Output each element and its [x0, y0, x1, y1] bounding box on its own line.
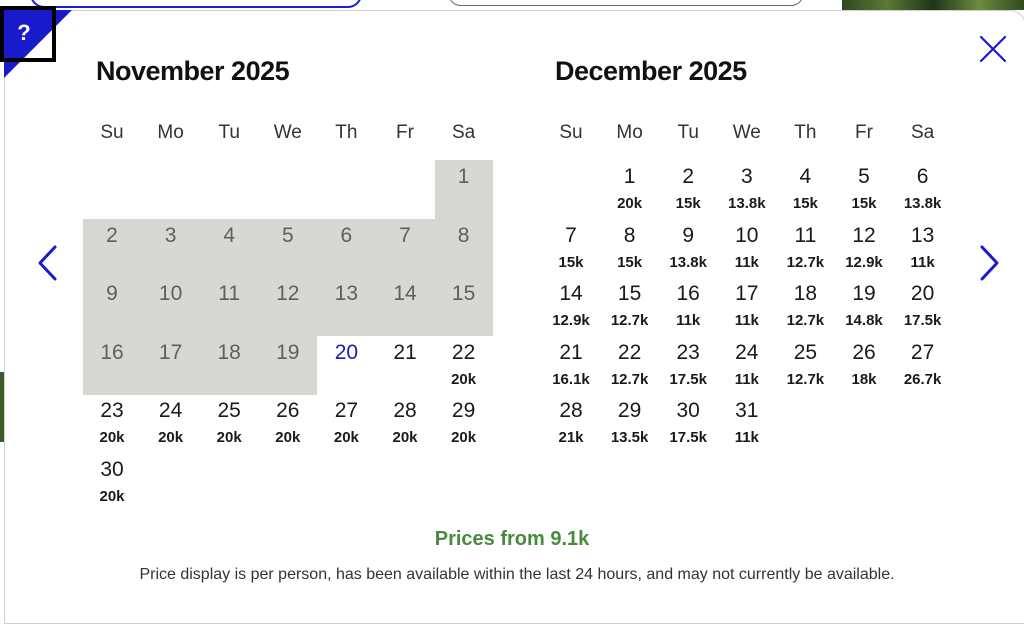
day-number: 2 [682, 165, 695, 188]
calendar-day[interactable] [83, 453, 141, 511]
calendar-day[interactable] [835, 277, 893, 335]
weekday-header: Tu [677, 122, 699, 143]
day-price: 20k [99, 488, 125, 505]
weekday-header: Sa [910, 122, 935, 143]
calendar-day [259, 336, 317, 394]
day-number: 2 [106, 223, 118, 247]
day-price: 11k [910, 253, 935, 271]
day-number: 14 [559, 282, 583, 306]
calendar-day [200, 336, 258, 394]
day-price: 13.5k [610, 429, 649, 447]
weekday-header: Fr [855, 122, 873, 143]
day-number: 14 [393, 282, 417, 306]
day-price: 12.7k [786, 312, 825, 330]
calendar-day [376, 219, 434, 277]
day-number: 20 [334, 340, 359, 364]
calendar-day[interactable] [317, 336, 375, 394]
day-price: 15k [675, 195, 701, 212]
calendar-day [200, 277, 258, 335]
day-number: 21 [559, 340, 583, 364]
calendar-day[interactable] [435, 336, 493, 394]
day-number: 27 [334, 399, 359, 423]
calendar-day[interactable] [259, 394, 317, 452]
calendar-day[interactable] [542, 219, 600, 277]
next-month-button[interactable] [974, 243, 1002, 283]
day-number: 8 [457, 223, 470, 247]
weekday-header: Mo [616, 122, 643, 143]
day-number: 27 [910, 340, 935, 364]
calendar-day[interactable] [659, 336, 717, 394]
day-number: 1 [457, 165, 470, 188]
day-price: 20k [617, 195, 643, 212]
day-number: 28 [559, 399, 583, 423]
day-number: 13 [334, 282, 359, 306]
day-number: 13 [910, 223, 935, 247]
day-number: 24 [158, 399, 183, 423]
weekday-header: We [732, 122, 761, 143]
day-price: 11k [734, 253, 759, 271]
calendar-day[interactable] [835, 336, 893, 394]
day-number: 29 [617, 399, 642, 423]
day-price: 20k [392, 429, 418, 447]
calendar-day[interactable] [200, 394, 258, 452]
calendar-day[interactable] [542, 394, 600, 452]
calendar-day[interactable] [776, 160, 834, 218]
close-icon [976, 32, 1010, 66]
chevron-left-icon [35, 243, 63, 283]
day-price: 12.7k [786, 253, 825, 271]
day-number: 16 [676, 282, 700, 306]
calendar-day[interactable] [718, 160, 776, 218]
day-number: 28 [393, 399, 417, 423]
day-number: 9 [682, 223, 695, 247]
day-price: 15k [792, 195, 818, 212]
calendar-day [142, 219, 200, 277]
month-title: December 2025 [555, 56, 747, 86]
calendar-day[interactable] [601, 219, 659, 277]
day-number: 25 [793, 340, 818, 364]
day-price: 21k [558, 429, 584, 447]
day-number: 5 [858, 165, 870, 188]
calendar-day [200, 219, 258, 277]
day-price: 12.9k [552, 312, 590, 330]
day-number: 26 [276, 399, 300, 423]
day-number: 26 [852, 340, 876, 364]
day-number: 3 [740, 165, 753, 188]
day-number: 12 [276, 282, 300, 306]
calendar-day[interactable] [718, 394, 776, 452]
calendar-day[interactable] [659, 394, 717, 452]
calendar-day[interactable] [894, 277, 952, 335]
calendar-day[interactable] [894, 336, 952, 394]
calendar-day [435, 277, 493, 335]
weekday-header: Tu [218, 122, 240, 143]
day-number: 4 [799, 165, 812, 188]
calendar-day[interactable] [894, 160, 952, 218]
calendar-day[interactable] [317, 394, 375, 452]
calendar-day[interactable] [718, 219, 776, 277]
calendar-day[interactable] [376, 394, 434, 452]
calendar-day[interactable] [542, 277, 600, 335]
day-price: 13.8k [728, 195, 766, 212]
search-field-background [30, 0, 362, 8]
day-number: 21 [393, 340, 417, 364]
day-number: 3 [164, 223, 177, 247]
help-button[interactable]: ? [0, 6, 56, 62]
day-number: 31 [735, 399, 759, 423]
day-number: 17 [158, 340, 183, 364]
calendar-day[interactable] [659, 219, 717, 277]
close-button[interactable] [976, 32, 1010, 66]
calendar-day[interactable] [542, 336, 600, 394]
day-number: 29 [451, 399, 476, 423]
calendar-day[interactable] [83, 394, 141, 452]
day-price: 12.7k [610, 312, 649, 330]
weekday-header: Mo [157, 122, 184, 143]
day-number: 22 [617, 340, 642, 364]
calendar-day[interactable] [776, 219, 834, 277]
day-price: 17.5k [669, 429, 707, 447]
calendar-day[interactable] [659, 160, 717, 218]
day-number: 12 [852, 223, 876, 247]
day-price: 12.7k [786, 370, 825, 388]
day-price: 15k [617, 253, 643, 271]
calendar-day [259, 219, 317, 277]
calendar-day[interactable] [376, 336, 434, 394]
day-price: 20k [451, 429, 477, 447]
day-number: 30 [676, 399, 700, 423]
day-price: 16.1k [552, 370, 590, 388]
day-number: 11 [218, 282, 241, 306]
day-number: 9 [106, 282, 118, 306]
day-price: 20k [216, 429, 242, 447]
day-number: 18 [793, 282, 818, 306]
day-number: 10 [158, 282, 183, 306]
day-number: 30 [100, 458, 124, 481]
day-price: 20k [451, 370, 477, 388]
calendar-day [259, 277, 317, 335]
calendar-day[interactable] [601, 336, 659, 394]
month-title: November 2025 [96, 56, 290, 86]
day-price: 20k [158, 429, 184, 447]
calendar-day[interactable] [142, 394, 200, 452]
calendar-day[interactable] [894, 219, 952, 277]
calendar-day[interactable] [776, 336, 834, 394]
calendar-day [435, 219, 493, 277]
day-price: 17.5k [903, 312, 942, 330]
day-number: 24 [735, 340, 759, 364]
day-number: 6 [340, 223, 353, 247]
weekday-header: Su [559, 122, 583, 143]
weekday-header: Th [335, 122, 358, 143]
day-price: 11k [734, 429, 759, 447]
background-photo [842, 0, 1024, 10]
calendar-day[interactable] [835, 160, 893, 218]
calendar-day [317, 277, 375, 335]
day-number: 19 [852, 282, 876, 306]
day-number: 15 [617, 282, 642, 306]
calendar-day[interactable] [601, 160, 659, 218]
day-number: 25 [217, 399, 241, 423]
day-number: 5 [281, 223, 294, 247]
date-field-background [448, 0, 804, 6]
day-price: 15k [851, 195, 877, 212]
chevron-right-icon [974, 243, 1002, 283]
previous-month-button[interactable] [35, 243, 63, 283]
day-number: 4 [223, 223, 236, 247]
day-price: 12.9k [845, 253, 883, 271]
day-price: 11k [734, 312, 759, 330]
calendar-day [83, 277, 141, 335]
calendar-day [142, 336, 200, 394]
day-price: 11k [676, 312, 701, 330]
day-price: 26.7k [903, 370, 942, 388]
day-number: 6 [916, 165, 929, 188]
calendar-day[interactable] [601, 277, 659, 335]
day-price: 11k [734, 370, 759, 388]
day-number: 11 [794, 223, 817, 247]
day-number: 10 [735, 223, 759, 247]
day-number: 17 [735, 282, 759, 306]
day-number: 20 [910, 282, 935, 306]
calendar-day [83, 219, 141, 277]
calendar-day [376, 277, 434, 335]
day-number: 7 [565, 223, 577, 247]
day-price: 20k [99, 429, 125, 447]
day-number: 23 [100, 399, 124, 423]
weekday-header: We [273, 122, 302, 143]
calendar-day[interactable] [601, 394, 659, 452]
weekday-header: Sa [451, 122, 476, 143]
calendar-day[interactable] [435, 394, 493, 452]
day-number: 23 [676, 340, 700, 364]
calendar-day [142, 277, 200, 335]
day-number: 18 [217, 340, 241, 364]
calendar-day[interactable] [718, 336, 776, 394]
weekday-header: Su [100, 122, 124, 143]
day-price: 13.8k [669, 253, 707, 271]
prices-from-label: Prices from 9.1k [434, 528, 590, 550]
day-number: 7 [399, 223, 411, 247]
calendar-day[interactable] [659, 277, 717, 335]
price-disclaimer: Price display is per person, has been available within the last 24 hours, and may not currently be available. [139, 566, 895, 583]
day-number: 22 [451, 340, 476, 364]
day-number: 8 [623, 223, 636, 247]
day-number: 16 [100, 340, 124, 364]
day-price: 17.5k [669, 370, 707, 388]
day-number: 1 [623, 165, 636, 188]
calendar-day [317, 219, 375, 277]
day-price: 20k [275, 429, 301, 447]
calendar-day[interactable] [776, 277, 834, 335]
day-price: 12.7k [610, 370, 649, 388]
weekday-header: Th [794, 122, 817, 143]
weekday-header: Fr [396, 122, 414, 143]
day-price: 20k [333, 429, 359, 447]
day-number: 15 [451, 282, 476, 306]
day-price: 15k [558, 253, 584, 271]
day-price: 13.8k [903, 195, 942, 212]
calendar-day [435, 160, 493, 218]
day-number: 19 [276, 340, 300, 364]
calendar-day [83, 336, 141, 394]
day-price: 14.8k [845, 312, 883, 330]
calendar-day[interactable] [835, 219, 893, 277]
day-price: 18k [851, 370, 877, 388]
calendar-day[interactable] [718, 277, 776, 335]
